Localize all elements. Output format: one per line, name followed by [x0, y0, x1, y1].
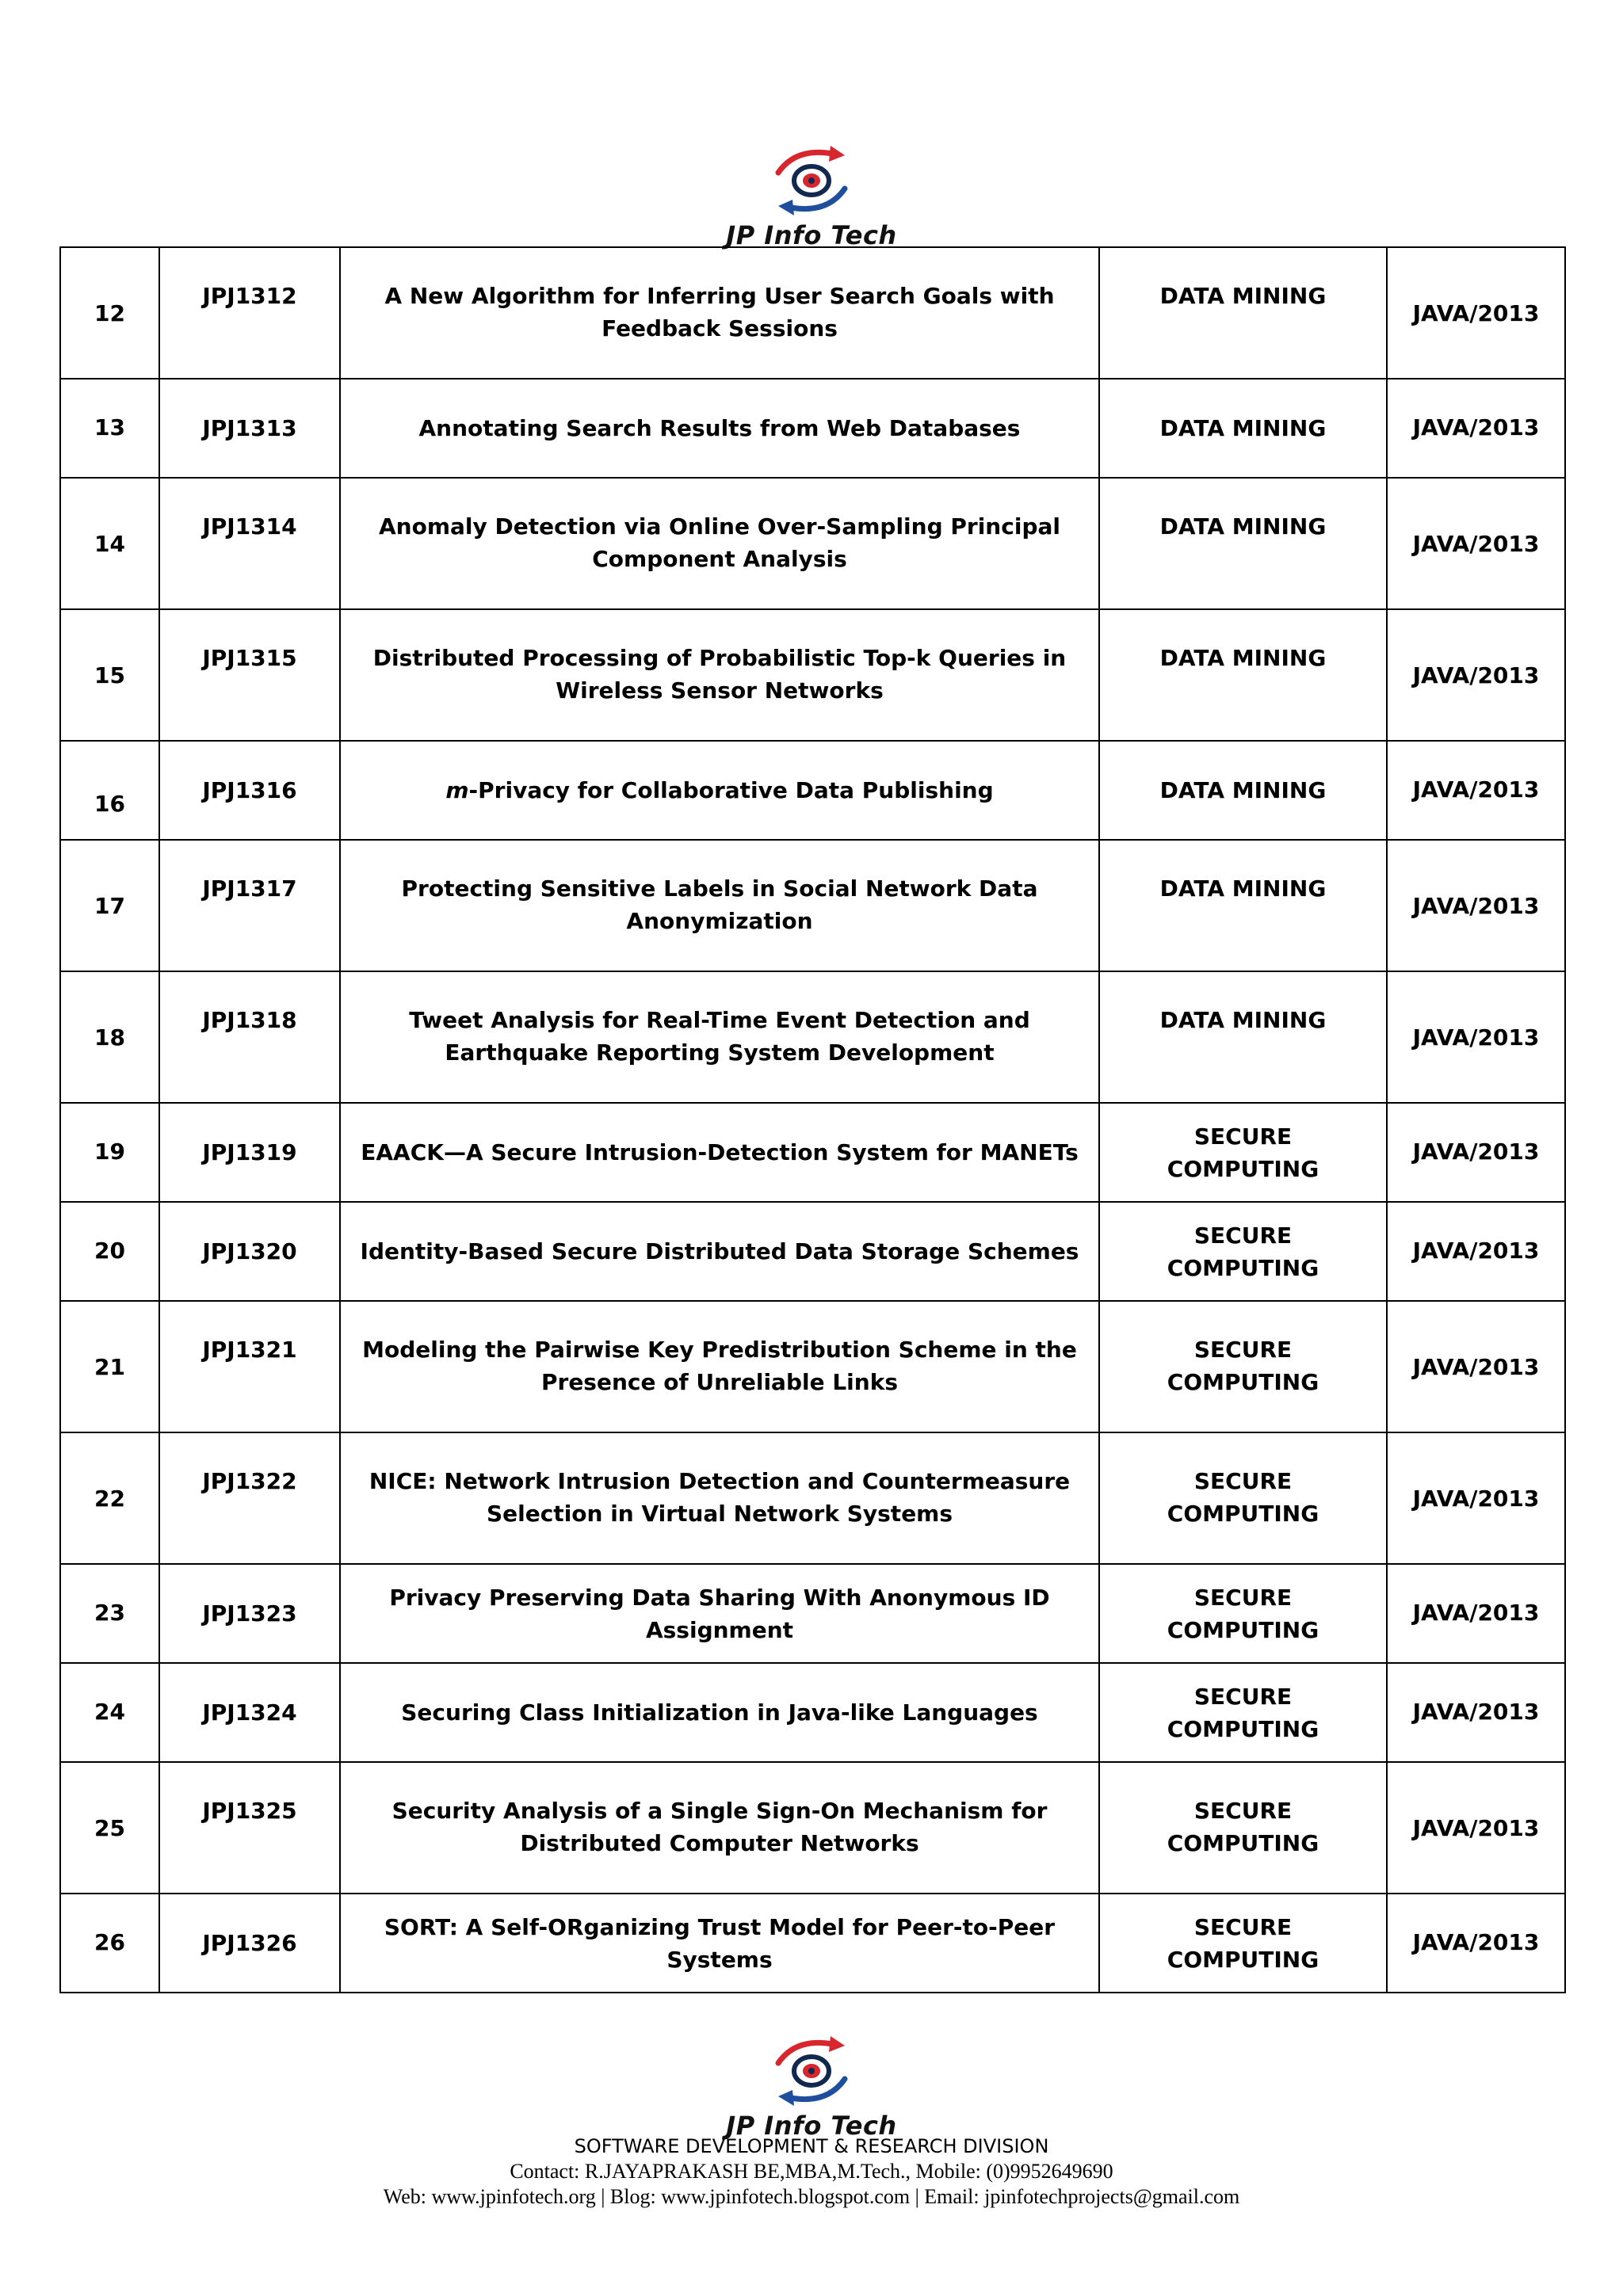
logo-emblem-icon	[764, 2033, 859, 2109]
logo-text: JP Info Tech	[726, 2111, 897, 2141]
serial-number-cell: 20	[60, 1202, 159, 1301]
project-code-cell: JPJ1325	[159, 1762, 340, 1894]
header-logo	[693, 143, 930, 250]
project-domain-cell: SECURE COMPUTING	[1099, 1432, 1387, 1564]
serial-number-cell: 16	[60, 741, 159, 840]
title-italic-prefix: m	[445, 777, 469, 803]
project-technology-cell: JAVA/2013	[1387, 1103, 1565, 1202]
title-text: -Privacy for Collaborative Data Publishing	[468, 777, 994, 803]
project-technology-cell: JAVA/2013	[1387, 1663, 1565, 1762]
serial-number-cell: 14	[60, 478, 159, 609]
serial-number-cell: 12	[60, 247, 159, 379]
project-technology-cell: JAVA/2013	[1387, 1894, 1565, 1993]
table-row	[60, 609, 1565, 741]
project-domain-cell: SECURE COMPUTING	[1099, 1103, 1387, 1202]
projects-table-body	[60, 247, 1565, 1993]
project-domain-cell: DATA MINING	[1099, 609, 1387, 741]
project-domain-cell: DATA MINING	[1099, 840, 1387, 971]
logo-emblem-icon	[764, 143, 859, 219]
project-title-cell: Modeling the Pairwise Key Predistribution Scheme in the Presence of Unreliable Links	[340, 1301, 1099, 1432]
project-title-cell: Annotating Search Results from Web Databases	[340, 379, 1099, 478]
table-row	[60, 379, 1565, 478]
project-title-cell: Distributed Processing of Probabilistic Top-k Queries in Wireless Sensor Networks	[340, 609, 1099, 741]
project-technology-cell: JAVA/2013	[1387, 1301, 1565, 1432]
project-technology-cell: JAVA/2013	[1387, 247, 1565, 379]
project-code-cell: JPJ1322	[159, 1432, 340, 1564]
project-domain-cell: DATA MINING	[1099, 971, 1387, 1103]
project-code-cell: JPJ1324	[159, 1663, 340, 1762]
project-technology-cell: JAVA/2013	[1387, 379, 1565, 478]
serial-number-cell: 13	[60, 379, 159, 478]
project-domain-cell: SECURE COMPUTING	[1099, 1564, 1387, 1663]
project-technology-cell: JAVA/2013	[1387, 1202, 1565, 1301]
table-row	[60, 478, 1565, 609]
table-row	[60, 1432, 1565, 1564]
project-domain-cell: SECURE COMPUTING	[1099, 1762, 1387, 1894]
project-title-cell: Security Analysis of a Single Sign-On Mechanism for Distributed Computer Networks	[340, 1762, 1099, 1894]
serial-number-cell: 21	[60, 1301, 159, 1432]
table-row	[60, 1202, 1565, 1301]
table-row	[60, 741, 1565, 840]
project-domain-cell: SECURE COMPUTING	[1099, 1202, 1387, 1301]
table-row	[60, 1663, 1565, 1762]
project-technology-cell: JAVA/2013	[1387, 478, 1565, 609]
project-title-cell: EAACK—A Secure Intrusion-Detection System for MANETs	[340, 1103, 1099, 1202]
serial-number-cell: 17	[60, 840, 159, 971]
project-technology-cell: JAVA/2013	[1387, 971, 1565, 1103]
footer	[0, 2134, 1623, 2210]
project-code-cell: JPJ1314	[159, 478, 340, 609]
project-code-cell: JPJ1321	[159, 1301, 340, 1432]
project-technology-cell: JAVA/2013	[1387, 609, 1565, 741]
serial-number-cell: 26	[60, 1894, 159, 1993]
table-row	[60, 1762, 1565, 1894]
project-title-cell: Anomaly Detection via Online Over-Sampling Principal Component Analysis	[340, 478, 1099, 609]
logo-text: JP Info Tech	[726, 220, 897, 250]
project-title-cell: NICE: Network Intrusion Detection and Countermeasure Selection in Virtual Network Systems	[340, 1432, 1099, 1564]
serial-number-cell: 24	[60, 1663, 159, 1762]
project-domain-cell: DATA MINING	[1099, 741, 1387, 840]
project-title-cell: A New Algorithm for Inferring User Search Goals with Feedback Sessions	[340, 247, 1099, 379]
project-domain-cell: SECURE COMPUTING	[1099, 1301, 1387, 1432]
project-code-cell: JPJ1319	[159, 1103, 340, 1202]
project-code-cell: JPJ1316	[159, 741, 340, 840]
serial-number-cell: 15	[60, 609, 159, 741]
project-domain-cell: DATA MINING	[1099, 478, 1387, 609]
project-code-cell: JPJ1313	[159, 379, 340, 478]
table-row	[60, 247, 1565, 379]
project-technology-cell: JAVA/2013	[1387, 1432, 1565, 1564]
project-title-cell: Tweet Analysis for Real-Time Event Detection and Earthquake Reporting System Development	[340, 971, 1099, 1103]
project-title-cell	[340, 741, 1099, 840]
table-row	[60, 1894, 1565, 1993]
project-code-cell: JPJ1326	[159, 1894, 340, 1993]
project-code-cell: JPJ1323	[159, 1564, 340, 1663]
project-technology-cell: JAVA/2013	[1387, 1762, 1565, 1894]
project-code-cell: JPJ1315	[159, 609, 340, 741]
project-code-cell: JPJ1318	[159, 971, 340, 1103]
table-row	[60, 840, 1565, 971]
project-title-cell: Securing Class Initialization in Java-like Languages	[340, 1663, 1099, 1762]
footer-logo	[693, 2033, 930, 2141]
project-title-cell: Protecting Sensitive Labels in Social Network Data Anonymization	[340, 840, 1099, 971]
project-code-cell: JPJ1312	[159, 247, 340, 379]
footer-division: SOFTWARE DEVELOPMENT & RESEARCH DIVISION	[574, 2135, 1049, 2157]
project-code-cell: JPJ1320	[159, 1202, 340, 1301]
table-row	[60, 971, 1565, 1103]
serial-number-cell: 25	[60, 1762, 159, 1894]
project-technology-cell: JAVA/2013	[1387, 741, 1565, 840]
project-title-cell: SORT: A Self-ORganizing Trust Model for Peer-to-Peer Systems	[340, 1894, 1099, 1993]
table-row	[60, 1301, 1565, 1432]
project-domain-cell: SECURE COMPUTING	[1099, 1894, 1387, 1993]
project-domain-cell: DATA MINING	[1099, 379, 1387, 478]
footer-contact: Contact: R.JAYAPRAKASH BE,MBA,M.Tech., Mobile: (0)9952649690	[510, 2160, 1113, 2183]
project-technology-cell: JAVA/2013	[1387, 1564, 1565, 1663]
serial-number-cell: 23	[60, 1564, 159, 1663]
project-technology-cell: JAVA/2013	[1387, 840, 1565, 971]
serial-number-cell: 22	[60, 1432, 159, 1564]
project-title-cell: Identity-Based Secure Distributed Data Storage Schemes	[340, 1202, 1099, 1301]
project-code-cell: JPJ1317	[159, 840, 340, 971]
table-row	[60, 1564, 1565, 1663]
table-row	[60, 1103, 1565, 1202]
serial-number-cell: 18	[60, 971, 159, 1103]
project-domain-cell: SECURE COMPUTING	[1099, 1663, 1387, 1762]
projects-table	[59, 246, 1566, 1993]
project-domain-cell: DATA MINING	[1099, 247, 1387, 379]
serial-number-cell: 19	[60, 1103, 159, 1202]
project-title-cell: Privacy Preserving Data Sharing With Anonymous ID Assignment	[340, 1564, 1099, 1663]
footer-web: Web: www.jpinfotech.org | Blog: www.jpinfotech.blogspot.com | Email: jpinfotechprojects@gmail.com	[383, 2185, 1240, 2208]
